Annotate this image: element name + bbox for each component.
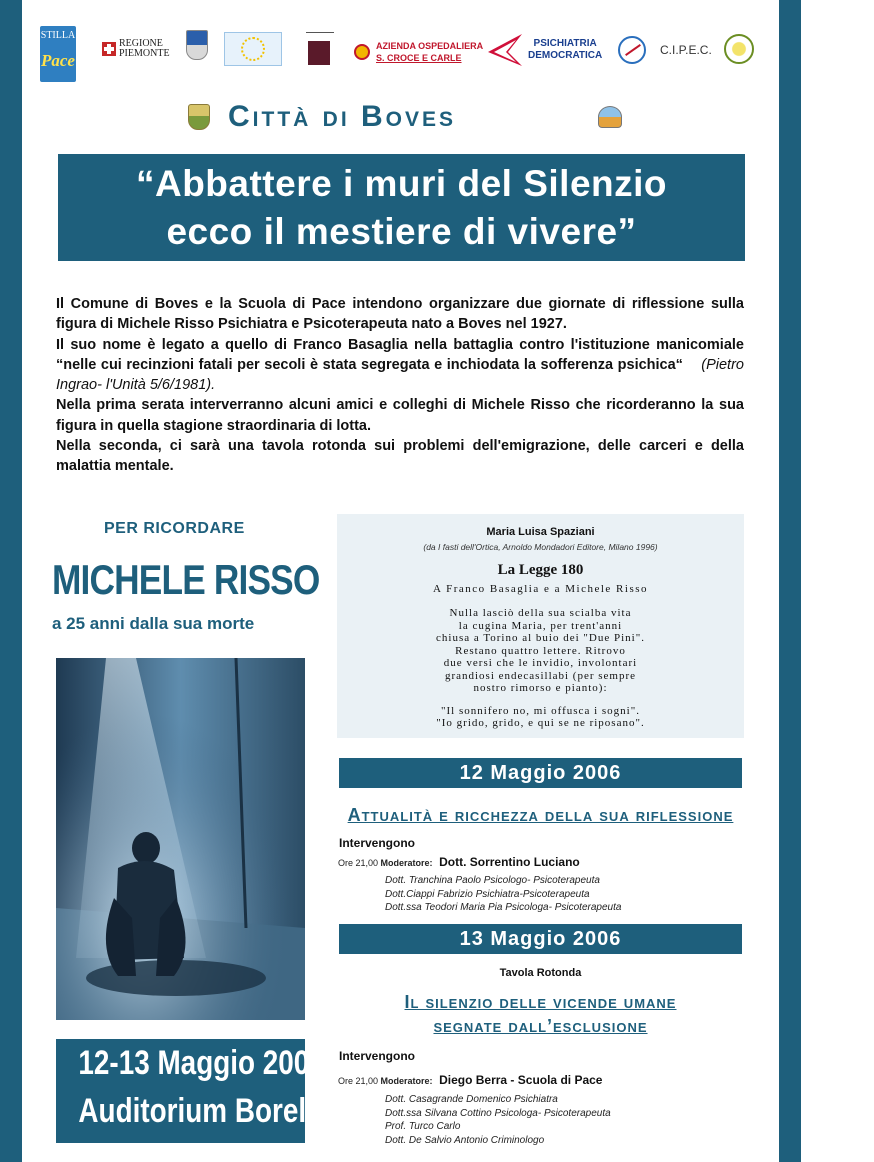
city-title	[188, 100, 628, 134]
intro-text	[56, 294, 744, 477]
regione-piemonte-logo	[102, 39, 170, 59]
poem-dedication: A Franco Basaglia e a Michele Risso	[432, 583, 649, 595]
speaker-item: Dott.Ciappi Fabrizio Psichiatra-Psicoterapeuta	[385, 888, 590, 900]
stilla-logo-text: STILLA	[40, 30, 76, 41]
event-venue: Auditorium Borelli	[78, 1092, 322, 1130]
right-border-band	[779, 0, 801, 1162]
pace-logo-text: Pace	[41, 51, 75, 70]
seated-figure-photo	[56, 658, 305, 1020]
poem-author: Maria Luisa Spaziani	[486, 526, 595, 538]
day1-moderator-line	[338, 855, 580, 869]
azienda-ospedaliera-logo	[354, 40, 483, 64]
intro-paragraph-3: Nella prima serata interverranno alcuni amici e colleghi di Michele Risso che ricorderanno la sua figura in quella stagione straordinaria di lotta.	[56, 397, 744, 434]
speaker-item: Dott. De Salvio Antonio Criminologo	[385, 1134, 545, 1146]
headline-banner	[58, 154, 745, 261]
intro-paragraph-2: Il suo nome è legato a quello di Franco Basaglia nella battaglia contro l'istituzione manicomiale “nelle cui recinzioni fatali per secoli è stata segregata e inchiodata la sofferenza psichica“	[56, 336, 744, 373]
day2-title-line2: segnate dall’esclusione	[433, 1016, 648, 1036]
tavola-rotonda-label: Tavola Rotonda	[499, 967, 582, 979]
psichiatria-line1: PSICHIATRIA	[533, 38, 597, 49]
ospedale-line2: S. CROCE E CARLE	[376, 53, 462, 63]
day2-title	[339, 990, 742, 1038]
headline-line1: “Abbattere i muri del Silenzio	[135, 163, 668, 204]
speaker-item: Dott.ssa Teodori Maria Pia Psicologa- Psicoterapeuta	[385, 902, 622, 913]
poem-title: La Legge 180	[497, 562, 584, 578]
cipec-ring-icon	[618, 36, 646, 64]
city-name: Città di Boves	[228, 100, 457, 133]
sponsor-logos-row	[36, 24, 776, 84]
speaker-item: Dott. Casagrande Domenico Psichiatra	[385, 1094, 558, 1105]
poem-quote: "Il sonnifero no, mi offusca i sogni".	[441, 704, 640, 717]
speaker-item: Prof. Turco Carlo	[385, 1121, 461, 1132]
psichiatria-line2: DEMOCRATICA	[528, 50, 603, 61]
day1-speakers	[385, 874, 621, 915]
poem-quotes	[337, 705, 744, 730]
day1-time: Ore 21,00	[338, 858, 379, 868]
anniversary-subtitle: a 25 anni dalla sua morte	[52, 614, 255, 633]
poem-quote: "Io grido, grido, e qui se ne riposano".	[436, 717, 645, 729]
regione-line2: PIEMONTE	[119, 48, 170, 59]
day2-date-bar: 13 Maggio 2006	[339, 924, 742, 954]
intro-paragraph-4: Nella seconda, ci sarà una tavola rotonda sui problemi dell'emigrazione, delle carceri e della malattia mentale.	[56, 438, 744, 475]
day1-title	[339, 803, 742, 827]
boves-crest-icon	[188, 104, 210, 130]
day1-moderator-name: Dott. Sorrentino Luciano	[439, 855, 580, 869]
day1-title-text: Attualità e ricchezza della sua riflessione	[347, 805, 734, 825]
poem-verse: due versi che le invidio, involontari	[443, 657, 638, 669]
headline-line2: ecco il mestiere di vivere”	[166, 211, 637, 252]
event-dates: 12-13 Maggio 2006	[78, 1044, 325, 1082]
poem-box	[337, 514, 744, 738]
left-border-band	[0, 0, 22, 1162]
psichiatria-mark-icon	[486, 30, 524, 70]
day2-moderator-label: Moderatore:	[380, 1076, 433, 1086]
day2-title-line1: Il silenzio delle vicende umane	[404, 992, 677, 1012]
stilla-pace-logo	[40, 26, 76, 82]
speaker-item: Dott.ssa Silvana Cottino Psicologa- Psicoterapeuta	[385, 1107, 611, 1119]
seal-logo-icon	[724, 34, 754, 64]
ospedale-line1: AZIENDA OSPEDALIERA	[376, 41, 484, 51]
poem-verse: la cugina Maria, per trent'anni	[458, 619, 623, 632]
day2-intervengono-label: Intervengono	[339, 1049, 416, 1063]
psichiatria-democratica-logo	[486, 30, 602, 70]
poem-verses	[337, 607, 744, 695]
regione-line1: REGIONE	[119, 38, 163, 49]
poem-source: (da I fasti dell'Ortica, Arnoldo Mondadori Editore, Milano 1996)	[423, 542, 658, 552]
eu-logo	[224, 32, 282, 66]
cipec-text: C.I.P.E.C.	[660, 43, 712, 57]
poem-verse: grandiosi endecasillabi (per sempre	[444, 669, 637, 682]
day2-time: Ore 21,00	[338, 1076, 379, 1086]
day1-moderator-label: Moderatore:	[380, 858, 433, 868]
dark-emblem-logo	[306, 32, 334, 66]
eu-stars-icon	[241, 37, 265, 61]
day2-moderator-name: Diego Berra - Scuola di Pace	[439, 1073, 603, 1087]
boves-emblem-icon	[598, 106, 622, 128]
poem-verse: Nulla lasciò della sua scialba vita	[449, 607, 632, 619]
provincia-crest-icon	[186, 30, 208, 60]
cipec-logo	[618, 36, 712, 64]
poem-verse: Restano quattro lettere. Ritrovo	[455, 644, 626, 657]
day2-speakers	[385, 1093, 611, 1147]
speaker-item: Dott. Tranchina Paolo Psicologo- Psicoterapeuta	[385, 875, 600, 886]
michele-risso-name: MICHELE RISSO	[52, 556, 320, 603]
event-dates-box	[56, 1039, 325, 1143]
dark-emblem-icon	[308, 41, 330, 65]
intro-paragraph-1: Il Comune di Boves e la Scuola di Pace intendono organizzare due giornate di riflessione sulla figura di Michele Risso Psichiatra e Psicoterapeuta nato a Boves nel 1927.	[56, 296, 744, 333]
poem-verse: nostro rimorso e pianto):	[473, 682, 608, 694]
day1-intervengono-label: Intervengono	[339, 836, 416, 850]
ospedale-sun-icon	[354, 44, 370, 60]
day2-moderator-line	[338, 1073, 602, 1087]
day1-date-bar: 12 Maggio 2006	[339, 758, 742, 788]
per-ricordare-label: PER RICORDARE	[104, 520, 245, 537]
intro-citation: (Pietro Ingrao- l'Unità 5/6/1981).	[56, 356, 744, 394]
poem-verse: chiusa a Torino al buio dei "Due Pini".	[436, 632, 645, 644]
regione-cross-icon	[102, 42, 116, 56]
